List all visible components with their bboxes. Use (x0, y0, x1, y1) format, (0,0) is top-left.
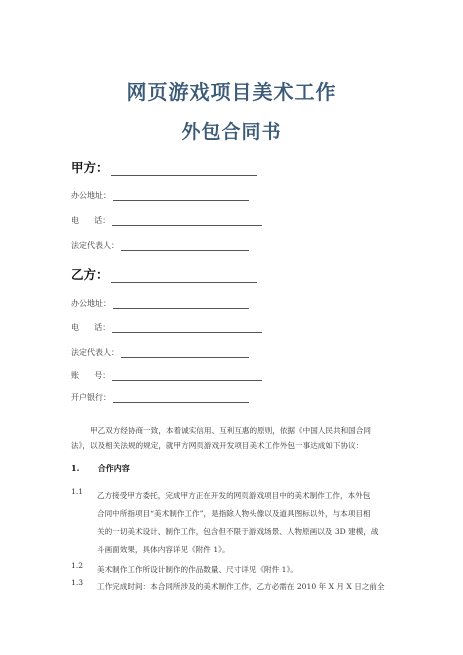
party-b-phone-blank (112, 324, 262, 333)
party-a-label-row (71, 158, 257, 176)
party-b-address-row (71, 298, 249, 309)
party-a-phone-blank (112, 217, 262, 226)
party-b-account-blank (112, 372, 262, 381)
clause-text (97, 487, 421, 559)
clause-line: 工作完成时间：本合同所涉及的美术制作工作，乙方必需在 2010 年 X 月 X 日之前全 (97, 582, 385, 591)
clause-line: 关的一切美术设计、制作工作，包含但不限于游戏场景、人物原画以及 3D 建模，战 (97, 527, 379, 536)
party-b-label-row (71, 265, 257, 283)
party-a-address-label: 办公地址： (71, 191, 111, 200)
party-a-blank (111, 163, 257, 176)
party-b-phone-row (71, 322, 262, 333)
party-b-address-label: 办公地址： (71, 299, 111, 308)
party-a-rep-blank (121, 242, 249, 251)
party-b-account-row (71, 370, 262, 381)
section-title: 合作内容 (97, 463, 130, 473)
party-b-bank-label: 开户银行： (71, 393, 111, 402)
party-b-account-label: 账 号： (71, 371, 111, 380)
document-subtitle: 外包合同书 (181, 121, 282, 143)
clause-number: 1.3 (71, 578, 84, 587)
intro-line-1: 甲乙双方经协商一致，本着诚实信用、互利互惠的原则，依据《中国人民共和国合同 (90, 426, 371, 435)
party-b-bank-row (71, 392, 249, 403)
clause-line: 合同中所指项目“美术制作工作”，是指除人物头像以及道具图标以外，与本项目相 (97, 509, 371, 518)
clause-text (97, 578, 421, 596)
party-b-bank-blank (113, 394, 249, 403)
party-b-rep-blank (121, 349, 249, 358)
party-a-address-row (71, 190, 249, 201)
clause-number: 1.1 (71, 487, 84, 496)
party-a-label: 甲方： (71, 160, 109, 175)
clause-line: 斗画面效果，具体内容详见《附件 1》。 (97, 545, 230, 554)
party-b-phone-label: 电 话： (71, 323, 111, 332)
clause-line: 美术制作工作所设计制作的作品数量、尺寸详见《附件 1》。 (97, 565, 298, 574)
party-a-address-blank (113, 192, 249, 201)
section-heading (71, 463, 130, 474)
party-b-blank (111, 270, 257, 283)
clause-text (97, 561, 421, 579)
party-a-rep-label: 法定代表人： (71, 241, 119, 250)
party-b-rep-row (71, 347, 249, 358)
document-title: 网页游戏项目美术工作 (126, 80, 337, 104)
clause-line: 乙方接受甲方委托，完成甲方正在开发的网页游戏项目中的美术制作工作，本外包 (97, 491, 371, 500)
party-b-rep-label: 法定代表人： (71, 348, 119, 357)
party-a-phone-row (71, 215, 262, 226)
clause-number: 1.2 (71, 561, 84, 570)
intro-line-2: 法》，以及相关法规的规定，就甲方网页游戏开发项目美术工作外包一事达成如下协议： (71, 441, 364, 450)
party-b-label: 乙方： (71, 267, 109, 282)
party-b-address-blank (113, 300, 249, 309)
party-a-phone-label: 电 话： (71, 216, 111, 225)
section-number: 1. (71, 463, 80, 473)
party-a-rep-row (71, 240, 249, 251)
